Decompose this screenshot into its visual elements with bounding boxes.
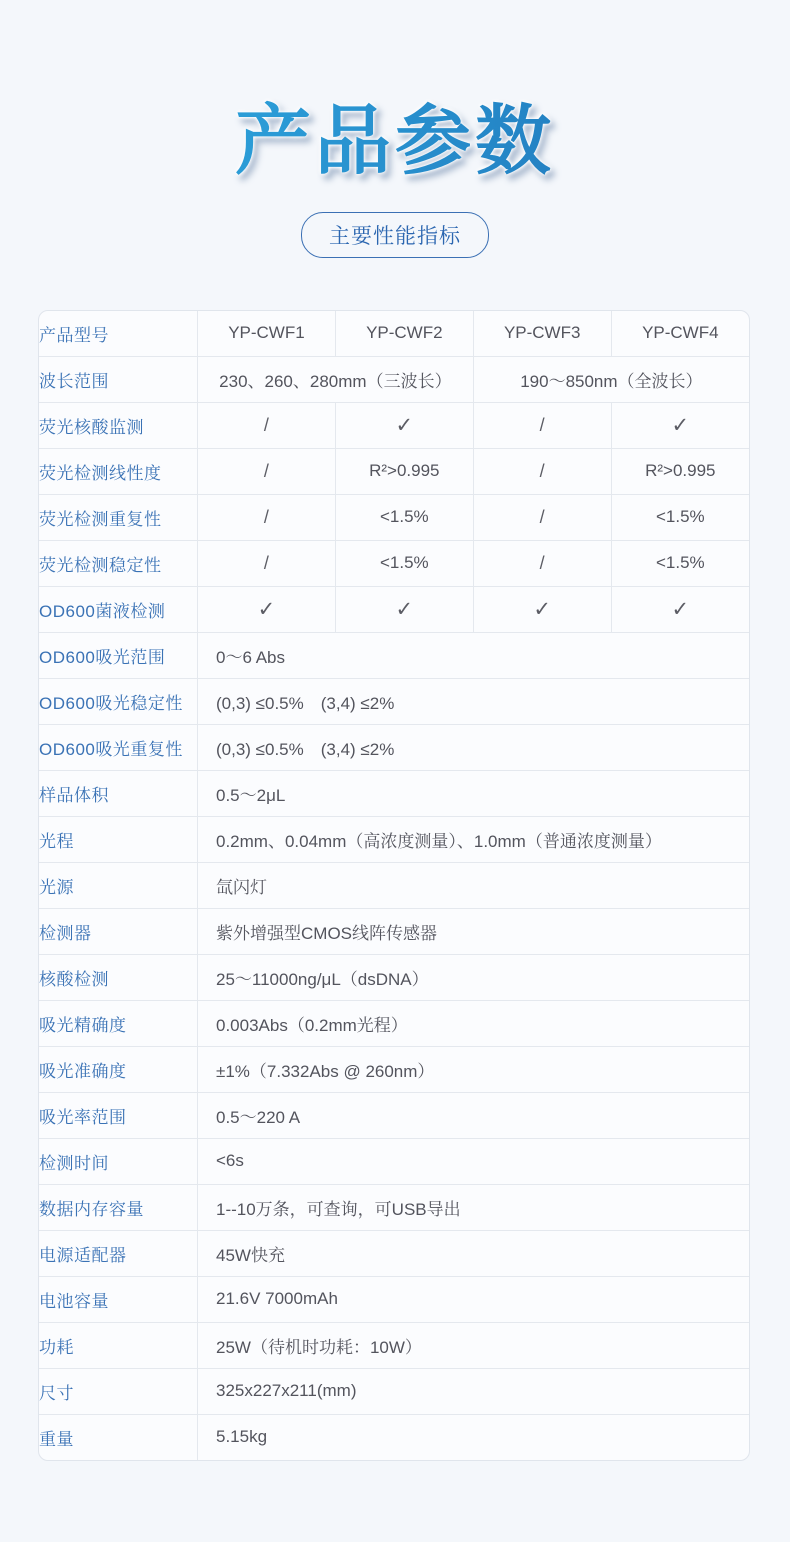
cell-value: 0.5～220 A <box>198 1092 750 1138</box>
cell-value <box>198 586 336 632</box>
cell-value <box>473 402 611 448</box>
row-label: 光源 <box>39 862 198 908</box>
check-mark-icon: ✓ <box>395 597 414 621</box>
cell-value: 25W（待机时功耗：10W） <box>198 1322 750 1368</box>
spec-table <box>39 311 749 1460</box>
table-row-absorbance-precision <box>39 1000 749 1046</box>
cell-value: ±1%（7.332Abs @ 260nm） <box>198 1046 750 1092</box>
slash-mark: / <box>539 552 545 573</box>
slash-mark: / <box>539 460 545 481</box>
row-label: 光程 <box>39 816 198 862</box>
slash-mark: / <box>539 506 545 527</box>
cell-value <box>473 448 611 494</box>
row-label: 数据内存容量 <box>39 1184 198 1230</box>
table-row-stability <box>39 540 749 586</box>
table-row-memory <box>39 1184 749 1230</box>
cell-value: 0～6 Abs <box>198 632 750 678</box>
cell-model-1: YP-CWF1 <box>198 311 336 357</box>
table-row-absorbance-accuracy <box>39 1046 749 1092</box>
cell-value: 25～11000ng/μL（dsDNA） <box>198 954 750 1000</box>
slash-mark: / <box>263 414 269 435</box>
table-row-od600-detect <box>39 586 749 632</box>
table-row-battery <box>39 1276 749 1322</box>
cell-value: 21.6V 7000mAh <box>198 1276 750 1322</box>
table-row-wavelength <box>39 356 749 402</box>
table-row-od600-range <box>39 632 749 678</box>
check-mark-icon: ✓ <box>257 597 276 621</box>
table-row-sample-volume <box>39 770 749 816</box>
cell-model-3: YP-CWF3 <box>473 311 611 357</box>
row-label: 电池容量 <box>39 1276 198 1322</box>
cell-value <box>335 586 473 632</box>
page-title: 产品参数 <box>0 0 790 184</box>
table-row-power-consumption <box>39 1322 749 1368</box>
cell-value: 190～850nm（全波长） <box>473 356 749 402</box>
check-mark-icon: ✓ <box>671 413 690 437</box>
cell-value <box>198 494 336 540</box>
row-label: 核酸检测 <box>39 954 198 1000</box>
row-label: 荧光检测线性度 <box>39 448 198 494</box>
row-label: 电源适配器 <box>39 1230 198 1276</box>
table-row-repeatability <box>39 494 749 540</box>
performance-badge: 主要性能指标 <box>301 212 489 258</box>
table-row-weight <box>39 1414 749 1460</box>
cell-value <box>473 586 611 632</box>
table-row-detector <box>39 908 749 954</box>
cell-value: 0.5～2μL <box>198 770 750 816</box>
cell-value: <1.5% <box>335 540 473 586</box>
cell-value: 45W快充 <box>198 1230 750 1276</box>
row-label: 荧光检测稳定性 <box>39 540 198 586</box>
cell-value: 325x227x211(mm) <box>198 1368 750 1414</box>
table-row-fluorescence-detect <box>39 402 749 448</box>
row-label: 功耗 <box>39 1322 198 1368</box>
check-mark-icon: ✓ <box>395 413 414 437</box>
check-mark-icon: ✓ <box>533 597 551 621</box>
cell-value: (0,3) ≤0.5% (3,4) ≤2% <box>198 724 750 770</box>
cell-value: 230、260、280mm（三波长） <box>198 356 474 402</box>
slash-mark: / <box>263 460 269 481</box>
cell-value: 0.2mm、0.04mm（高浓度测量）、1.0mm（普通浓度测量） <box>198 816 750 862</box>
cell-value: 5.15kg <box>198 1414 750 1460</box>
cell-value: R²>0.995 <box>335 448 473 494</box>
row-label: 产品型号 <box>39 325 109 345</box>
table-row-od600-stability <box>39 678 749 724</box>
row-label: 吸光精确度 <box>39 1000 198 1046</box>
cell-value: <1.5% <box>611 494 749 540</box>
cell-value: 0.003Abs（0.2mm光程） <box>198 1000 750 1046</box>
slash-mark: / <box>263 552 269 573</box>
table-row-nucleic-acid <box>39 954 749 1000</box>
row-label: 吸光准确度 <box>39 1046 198 1092</box>
table-row-light-source <box>39 862 749 908</box>
cell-value <box>473 540 611 586</box>
cell-model-4: YP-CWF4 <box>611 311 749 357</box>
row-label: 检测器 <box>39 908 198 954</box>
table-row-absorbance-range <box>39 1092 749 1138</box>
cell-value: <6s <box>198 1138 750 1184</box>
check-mark-icon: ✓ <box>671 597 690 621</box>
cell-value: (0,3) ≤0.5% (3,4) ≤2% <box>198 678 750 724</box>
cell-value <box>198 448 336 494</box>
cell-value: 氙闪灯 <box>198 862 750 908</box>
row-label: 样品体积 <box>39 770 198 816</box>
table-row-path-length <box>39 816 749 862</box>
cell-value <box>198 540 336 586</box>
row-label: 波长范围 <box>39 356 198 402</box>
table-row-dimensions <box>39 1368 749 1414</box>
cell-value: R²>0.995 <box>611 448 749 494</box>
cell-value <box>611 586 749 632</box>
table-row-model <box>39 311 749 357</box>
cell-value <box>335 402 473 448</box>
row-label: 尺寸 <box>39 1368 198 1414</box>
row-label: OD600吸光范围 <box>39 632 198 678</box>
row-label: 荧光核酸监测 <box>39 402 198 448</box>
cell-value <box>611 402 749 448</box>
table-row-od600-repeatability <box>39 724 749 770</box>
row-label: 检测时间 <box>39 1138 198 1184</box>
cell-model-2: YP-CWF2 <box>335 311 473 357</box>
row-label: OD600吸光稳定性 <box>39 678 198 724</box>
cell-value: <1.5% <box>611 540 749 586</box>
cell-value <box>198 402 336 448</box>
table-row-linearity <box>39 448 749 494</box>
slash-mark: / <box>539 414 545 435</box>
table-row-power-adapter <box>39 1230 749 1276</box>
cell-value: 紫外增强型CMOS线阵传感器 <box>198 908 750 954</box>
row-label: 荧光检测重复性 <box>39 494 198 540</box>
cell-value: <1.5% <box>335 494 473 540</box>
spec-table-card <box>38 310 750 1461</box>
cell-value <box>473 494 611 540</box>
slash-mark: / <box>263 506 269 527</box>
row-label: 吸光率范围 <box>39 1092 198 1138</box>
table-row-detect-time <box>39 1138 749 1184</box>
row-label: OD600吸光重复性 <box>39 724 198 770</box>
row-label: 重量 <box>39 1414 198 1460</box>
cell-value: 1--10万条，可查询，可USB导出 <box>198 1184 750 1230</box>
row-label: OD600菌液检测 <box>39 586 198 632</box>
